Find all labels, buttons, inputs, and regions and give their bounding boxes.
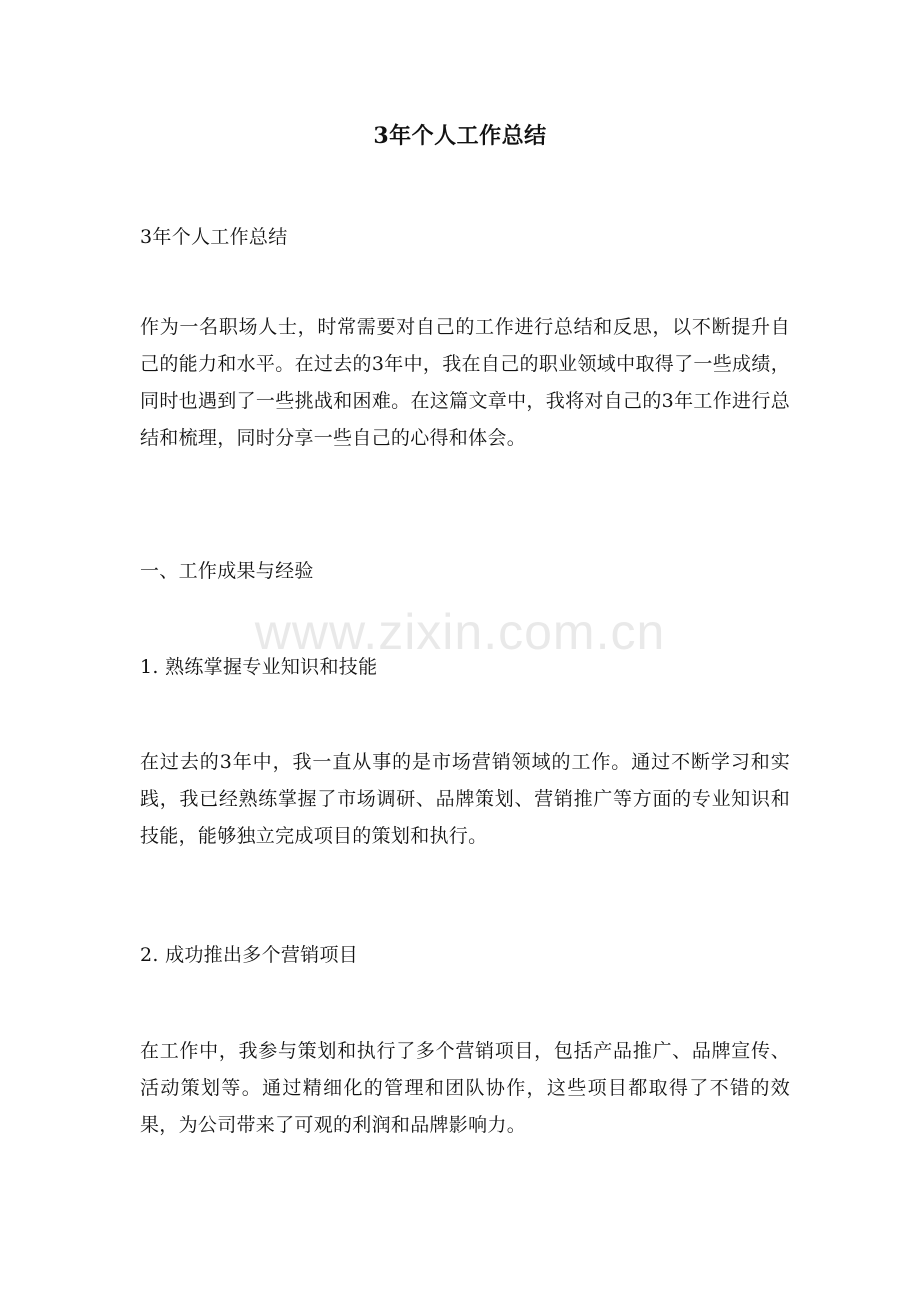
item2-heading: 2. 成功推出多个营销项目: [140, 944, 359, 966]
item2-paragraph: [140, 1033, 790, 1144]
item1-heading: 1. 熟练掌握专业知识和技能: [140, 656, 378, 678]
watermark: www.zixin.com.cn: [254, 604, 666, 660]
intro-text: 作为一名职场人士，时常需要对自己的工作进行总结和反思，以不断提升自己的能力和水平。在过去的3年中，我在自己的职业领域中取得了一些成绩，同时也遇到了一些挑战和困难。在这篇文章中，我将对自己的3年工作进行总结和梳理，同时分享一些自己的心得和体会。: [140, 316, 790, 449]
item1-paragraph: [140, 744, 790, 855]
document-subtitle: 3年个人工作总结: [140, 226, 288, 248]
intro-paragraph: [140, 309, 790, 457]
item1-text: 在过去的3年中，我一直从事的是市场营销领域的工作。通过不断学习和实践，我已经熟练掌握了市场调研、品牌策划、营销推广等方面的专业知识和技能，能够独立完成项目的策划和执行。: [140, 751, 790, 847]
item2-text: 在工作中，我参与策划和执行了多个营销项目，包括产品推广、品牌宣传、活动策划等。通过精细化的管理和团队协作，这些项目都取得了不错的效果，为公司带来了可观的利润和品牌影响力。: [140, 1040, 790, 1136]
section1-heading: 一、工作成果与经验: [140, 560, 314, 582]
document-title: 3年个人工作总结: [373, 123, 547, 149]
